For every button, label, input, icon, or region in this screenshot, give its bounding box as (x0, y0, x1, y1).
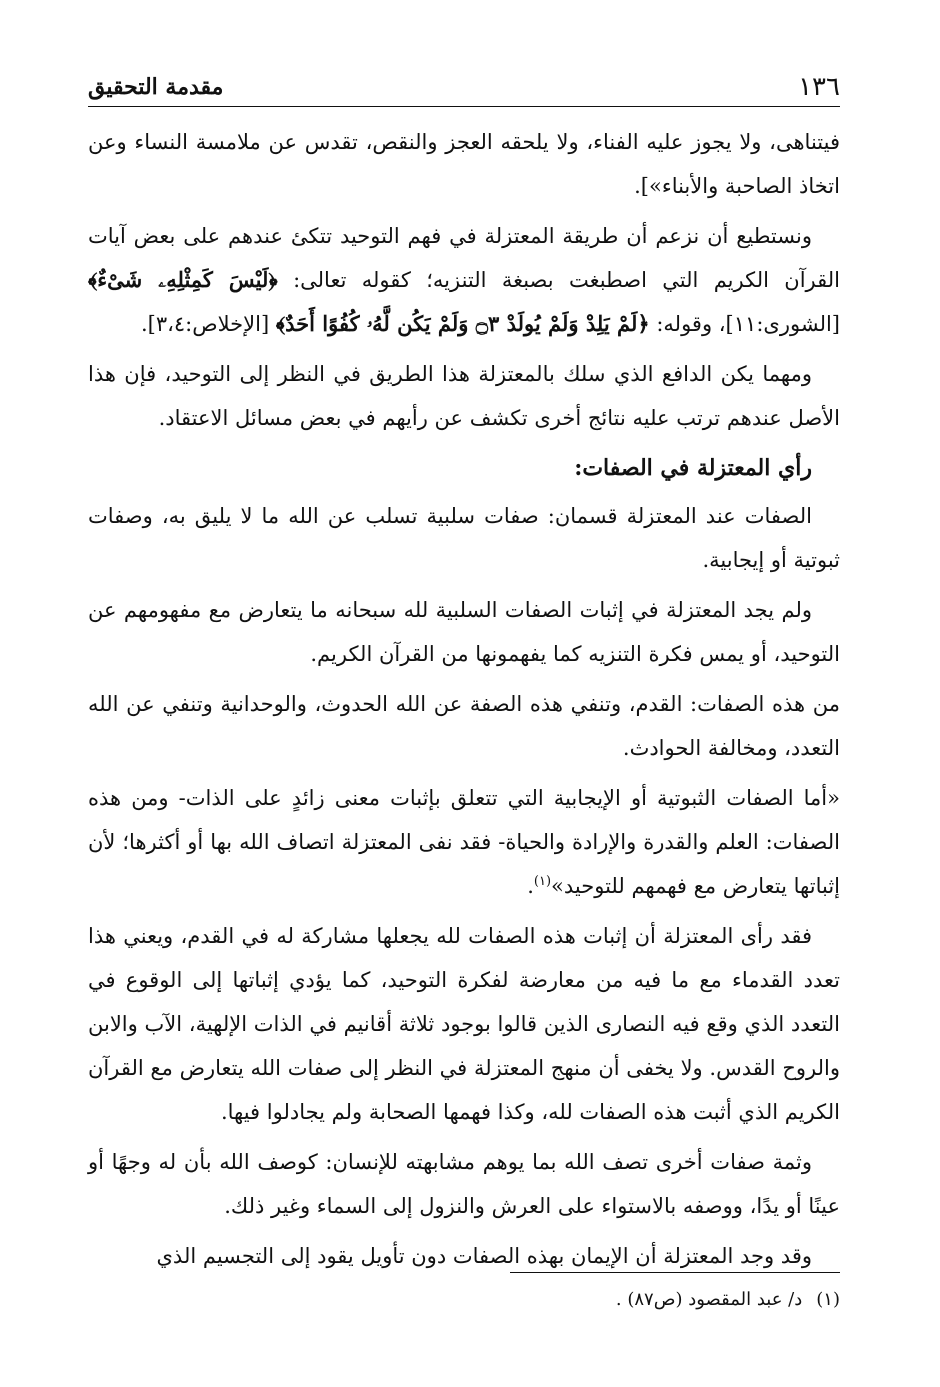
quran-verse-ikhlas: ﴿لَمْ يَلِدْ وَلَمْ يُولَدْ ۝٣ وَلَمْ يَكُن لَّهُۥ كُفُوًا أَحَدٌ﴾ (275, 311, 650, 336)
footnote-text: د/ عبد المقصود (ص٨٧) . (615, 1289, 803, 1310)
page-number: ١٣٦ (798, 72, 840, 102)
paragraph-10: وقد وجد المعتزلة أن الإيمان بهذه الصفات دون تأويل يقود إلى التجسيم الذي (156, 1244, 812, 1268)
page-header (88, 62, 840, 102)
paragraph-7-end: . (527, 874, 534, 898)
paragraph-7 (88, 776, 840, 908)
section-heading: رأي المعتزلة في الصفات: (574, 455, 812, 481)
paragraph-4: الصفات عند المعتزلة قسمان: صفات سلبية تسلب عن الله ما لا يليق به، وصفات ثبوتية أو إيجابية. (88, 504, 840, 572)
paragraph-9: وثمة صفات أخرى تصف الله بما يوهم مشابهته للإنسان: كوصف الله بأن له وجهًا أو عينًا أو يدًا، ووصفه بالاستواء على العرش والنزول إلى السماء وغير ذلك. (88, 1150, 840, 1218)
paragraph-8: فقد رأى المعتزلة أن إثبات هذه الصفات لله يجعلها مشاركة له في القدم، ويعني هذا تعدد القدماء مع ما فيه من معارضة لفكرة التوحيد، كما يؤدي إثباتها إلى الوقوع في التعدد الذي وقع فيه النصارى الذين قالوا بوجود ثلاثة أقانيم في الذات الإلهية، الآب والابن والروح القدس. ولا يخفى أن منهج المعتزلة في النظر إلى صفات الله يتعارض مع القرآن الكريم الذي أثبت هذه الصفات لله، وكذا فهمها الصحابة ولم يجادلوا فيها. (88, 924, 840, 1124)
main-text (88, 120, 840, 1284)
paragraph-2 (88, 214, 840, 346)
footnote-reference: (١) (533, 874, 552, 889)
paragraph-5: ولم يجد المعتزلة في إثبات الصفات السلبية لله سبحانه ما يتعارض مع مفهومهم عن التوحيد، أو يمس فكرة التنزيه كما يفهمونها من القرآن الكريم. (88, 598, 840, 666)
footnote-rule (510, 1272, 840, 1273)
footnote (88, 1285, 840, 1315)
paragraph-2-text-c: [الإخلاص:٣،٤]. (140, 312, 270, 336)
paragraph-3: ومهما يكن الدافع الذي سلك بالمعتزلة هذا الطريق في النظر إلى التوحيد، فإن هذا الأصل عندهم ترتب عليه نتائج أخرى تكشف عن رأيهم في بعض مسائل الاعتقاد. (88, 362, 840, 430)
header-rule (88, 106, 840, 107)
paragraph-2-text-b: [الشورى:١١]، وقوله: (656, 312, 840, 336)
paragraph-6: من هذه الصفات: القدم، وتنفي هذه الصفة عن الله الحدوث، والوحدانية وتنفي عن الله التعدد، ومخالفة الحوادث. (88, 692, 840, 760)
running-title: مقدمة التحقيق (88, 74, 224, 100)
paragraph-1: فيتناهى، ولا يجوز عليه الفناء، ولا يلحقه العجز والنقص، تقدس عن ملامسة النساء وعن اتخاذ الصاحبة والأبناء»]. (88, 130, 840, 198)
footnote-marker: (١) (816, 1289, 840, 1310)
quotation-text: «أما الصفات الثبوتية أو الإيجابية التي تتعلق بإثبات معنى زائدٍ على الذات- ومن هذه الصفات: العلم والقدرة والإرادة والحياة- فقد نفى المعتزلة اتصاف الله بها أو أكثرها؛ لأن إثباتها يتعارض مع فهمهم للتوحيد» (88, 786, 840, 898)
quran-verse-shura: ﴿لَيْسَ كَمِثْلِهِۦ شَىْءٌ﴾ (88, 267, 278, 292)
paragraph-2-text-a: ونستطيع أن نزعم أن طريقة المعتزلة في فهم التوحيد تتكئ عندهم على بعض آيات القرآن الكريم التي اصطبغت بصبغة التنزيه؛ كقوله تعالى: (88, 224, 840, 292)
